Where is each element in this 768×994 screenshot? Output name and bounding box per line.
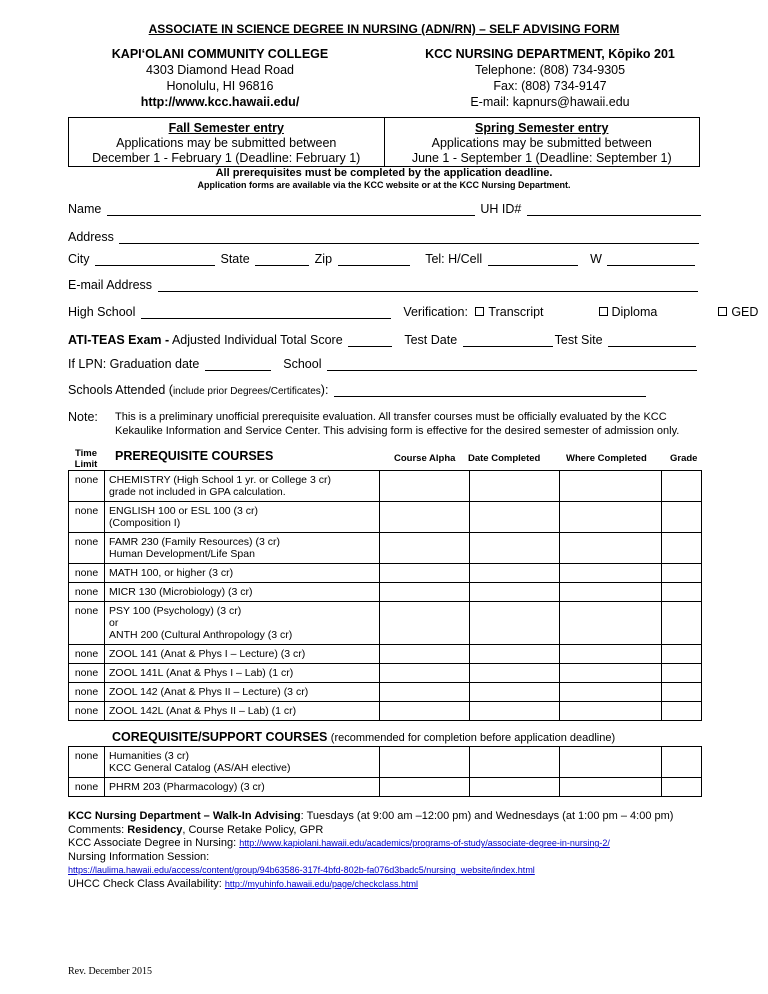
ati-line — [68, 333, 698, 347]
session-link-line — [68, 864, 758, 878]
diploma-checkbox[interactable] — [599, 307, 608, 316]
course-line: PHRM 203 (Pharmacology) (3 cr) — [109, 781, 265, 793]
course-line: or — [109, 617, 119, 629]
course-name-cell — [105, 683, 380, 702]
walkin-hours: : Tuesdays (at 9:00 am –12:00 pm) and Wednesdays (at 1:00 pm – 4:00 pm) — [300, 810, 674, 822]
course-name-cell — [105, 471, 380, 502]
fall-line1: Applications may be submitted between — [116, 136, 337, 150]
time-limit-cell: none — [69, 683, 105, 702]
city-label: City — [68, 252, 90, 266]
forms-notice: Application forms are available via the KCC website or at the KCC Nursing Department. — [197, 180, 571, 190]
name-line — [68, 202, 703, 216]
comments-residency: Residency — [127, 823, 183, 836]
test-date-field[interactable] — [463, 334, 553, 347]
zip-label: Zip — [314, 252, 333, 266]
ati-label-bold: ATI-TEAS Exam - — [68, 333, 170, 347]
college-city: Honolulu, HI 96816 — [166, 79, 274, 93]
high-school-label: High School — [68, 305, 136, 319]
name-field[interactable] — [107, 203, 475, 216]
course-alpha-cell[interactable] — [380, 664, 470, 683]
uhcc-label: UHCC Check Class Availability: — [68, 877, 225, 890]
prereq-header: PREREQUISITE COURSES — [115, 449, 274, 463]
spring-line1: Applications may be submitted between — [431, 136, 652, 150]
grade-cell[interactable] — [662, 602, 702, 645]
email-label: E-mail Address — [68, 278, 153, 292]
course-alpha-cell[interactable] — [380, 645, 470, 664]
course-line: ZOOL 142 (Anat & Phys II – Lecture) (3 cr) — [109, 686, 309, 698]
email-field[interactable] — [158, 279, 698, 292]
grade-cell[interactable] — [662, 778, 702, 797]
course-name-cell — [105, 583, 380, 602]
ged-checkbox[interactable] — [718, 307, 727, 316]
college-name: KAPI‘OLANI COMMUNITY COLLEGE — [111, 47, 329, 61]
address-label: Address — [68, 230, 114, 244]
course-alpha-cell[interactable] — [380, 564, 470, 583]
lpn-line — [68, 357, 699, 371]
w-label: W — [590, 252, 602, 266]
course-row — [69, 683, 702, 702]
grade-cell[interactable] — [662, 645, 702, 664]
course-line: grade not included in GPA calculation. — [109, 486, 286, 498]
name-label: Name — [68, 202, 102, 216]
test-date-label: Test Date — [404, 333, 458, 347]
course-line: ENGLISH 100 or ESL 100 (3 cr) — [109, 505, 259, 517]
course-line: Human Development/Life Span — [109, 548, 255, 560]
date-completed-cell[interactable] — [470, 564, 560, 583]
date-completed-cell[interactable] — [470, 683, 560, 702]
transcript-checkbox[interactable] — [475, 307, 484, 316]
time-limit-cell: none — [69, 702, 105, 721]
course-alpha-cell[interactable] — [380, 533, 470, 564]
course-name-cell — [105, 533, 380, 564]
where-completed-cell[interactable] — [560, 471, 662, 502]
time-limit-cell: none — [69, 533, 105, 564]
schools-attended-end: ): — [320, 383, 329, 397]
verification-label: Verification: — [403, 305, 468, 319]
coreq-header — [112, 730, 615, 744]
grade-cell[interactable] — [662, 471, 702, 502]
department-email: E-mail: kapnurs@hawaii.edu — [470, 95, 630, 109]
course-row — [69, 747, 702, 778]
time-limit-cell: none — [69, 747, 105, 778]
date-completed-cell[interactable] — [470, 471, 560, 502]
course-name-cell — [105, 778, 380, 797]
email-line — [68, 278, 700, 292]
test-site-label: Test Site — [554, 333, 603, 347]
fall-line2: December 1 - February 1 (Deadline: February 1) — [92, 151, 361, 165]
city-line — [68, 252, 697, 266]
grade-cell[interactable] — [662, 583, 702, 602]
college-url[interactable]: http://www.kcc.hawaii.edu/ — [140, 95, 300, 109]
walkin-label: KCC Nursing Department – Walk-In Advising — [68, 810, 301, 822]
department-telephone: Telephone: (808) 734-9305 — [474, 63, 626, 77]
high-school-line — [68, 305, 759, 319]
course-name-cell — [105, 645, 380, 664]
address-field[interactable] — [119, 231, 699, 244]
session-label: Nursing Information Session: — [68, 850, 210, 863]
where-completed-cell[interactable] — [560, 683, 662, 702]
course-alpha-cell[interactable] — [380, 471, 470, 502]
course-line: ZOOL 141L (Anat & Phys I – Lab) (1 cr) — [109, 667, 294, 679]
grade-cell[interactable] — [662, 502, 702, 533]
time-limit-header — [68, 448, 104, 470]
address-line — [68, 230, 701, 244]
degree-link[interactable]: http://www.kapiolani.hawaii.edu/academics/programs-of-study/associate-degree-in-nursing-2/ — [239, 838, 610, 848]
schools-attended-field[interactable] — [334, 384, 646, 397]
zip-field[interactable] — [338, 253, 410, 266]
course-row — [69, 471, 702, 502]
where-completed-cell[interactable] — [560, 602, 662, 645]
note-text: This is a preliminary unofficial prerequisite evaluation. All transfer courses must be officially evaluated by the KCC Kekaulike Information and Service Center. This advising form is effective for the desired semester of admission only. — [115, 411, 680, 437]
date-completed-cell[interactable] — [470, 702, 560, 721]
course-row — [69, 502, 702, 533]
where-completed-cell[interactable] — [560, 702, 662, 721]
course-name-cell — [105, 664, 380, 683]
date-completed-cell[interactable] — [470, 778, 560, 797]
time-limit-header-2: Limit — [74, 459, 98, 470]
department-contact-block — [400, 46, 700, 110]
course-name-cell — [105, 602, 380, 645]
date-completed-cell[interactable] — [470, 602, 560, 645]
course-name-cell — [105, 564, 380, 583]
lpn-school-label: School — [283, 357, 322, 371]
city-field[interactable] — [95, 253, 215, 266]
grade-cell[interactable] — [662, 564, 702, 583]
time-limit-cell: none — [69, 602, 105, 645]
course-row — [69, 702, 702, 721]
ati-score-field[interactable] — [348, 334, 392, 347]
course-line: (Composition I) — [109, 517, 181, 529]
uhid-label: UH ID# — [480, 202, 522, 216]
revision-note: Rev. December 2015 — [68, 966, 153, 977]
course-name-cell — [105, 502, 380, 533]
course-alpha-cell[interactable] — [380, 583, 470, 602]
comments-line — [68, 824, 758, 838]
walkin-line — [68, 810, 758, 824]
w-field[interactable] — [607, 253, 695, 266]
time-limit-cell: none — [69, 645, 105, 664]
course-line: ANTH 200 (Cultural Anthropology (3 cr) — [109, 629, 293, 641]
course-row — [69, 645, 702, 664]
course-name-cell — [105, 702, 380, 721]
coreq-subtitle: (recommended for completion before application deadline) — [330, 732, 616, 744]
course-row — [69, 664, 702, 683]
time-limit-cell: none — [69, 583, 105, 602]
time-limit-cell: none — [69, 502, 105, 533]
course-row — [69, 602, 702, 645]
date-completed-cell[interactable] — [470, 502, 560, 533]
footer — [68, 810, 758, 891]
course-row — [69, 533, 702, 564]
where-completed-cell[interactable] — [560, 747, 662, 778]
college-street: 4303 Diamond Head Road — [145, 63, 295, 77]
college-address-block — [100, 46, 340, 110]
coreq-title: COREQUISITE/SUPPORT COURSES — [112, 730, 328, 744]
tel-field[interactable] — [488, 253, 578, 266]
comments-rest: , Course Retake Policy, GPR — [182, 823, 324, 836]
prereq-table — [68, 470, 702, 721]
schools-attended-label: Schools Attended ( — [68, 383, 173, 397]
course-name-cell — [105, 747, 380, 778]
time-limit-cell: none — [69, 471, 105, 502]
state-label: State — [220, 252, 250, 266]
lpn-label: If LPN: Graduation date — [68, 357, 200, 371]
uhid-field[interactable] — [527, 203, 701, 216]
course-line: KCC General Catalog (AS/AH elective) — [109, 762, 291, 774]
department-fax: Fax: (808) 734-9147 — [493, 79, 607, 93]
course-alpha-cell[interactable] — [380, 502, 470, 533]
transcript-label: Transcript — [488, 305, 544, 319]
course-line: ZOOL 141 (Anat & Phys I – Lecture) (3 cr) — [109, 648, 306, 660]
course-line: MATH 100, or higher (3 cr) — [109, 567, 234, 579]
high-school-field[interactable] — [141, 306, 391, 319]
course-line: MICR 130 (Microbiology) (3 cr) — [109, 586, 253, 598]
course-row — [69, 583, 702, 602]
time-limit-cell: none — [69, 564, 105, 583]
course-alpha-cell[interactable] — [380, 683, 470, 702]
grade-cell[interactable] — [662, 683, 702, 702]
spring-heading: Spring Semester entry — [475, 121, 609, 135]
where-completed-cell[interactable] — [560, 502, 662, 533]
lpn-school-field[interactable] — [327, 358, 697, 371]
coreq-table — [68, 746, 702, 797]
prereq-notice: All prerequisites must be completed by the application deadline. — [215, 167, 553, 179]
date-completed-cell[interactable] — [470, 664, 560, 683]
degree-line — [68, 837, 758, 851]
degree-label: KCC Associate Degree in Nursing: — [68, 837, 240, 849]
where-completed-cell[interactable] — [560, 533, 662, 564]
semester-entry-box — [68, 117, 700, 167]
course-line: ZOOL 142L (Anat & Phys II – Lab) (1 cr) — [109, 705, 297, 717]
course-alpha-header: Course Alpha — [394, 453, 456, 464]
grade-cell[interactable] — [662, 533, 702, 564]
course-row — [69, 564, 702, 583]
where-completed-cell[interactable] — [560, 778, 662, 797]
where-completed-header: Where Completed — [566, 453, 647, 464]
schools-attended-line — [68, 383, 648, 397]
where-completed-cell[interactable] — [560, 583, 662, 602]
comments-label: Comments: — [68, 823, 128, 836]
where-completed-cell[interactable] — [560, 564, 662, 583]
grade-cell[interactable] — [662, 664, 702, 683]
lpn-date-field[interactable] — [205, 358, 271, 371]
course-line: Humanities (3 cr) — [109, 750, 189, 762]
date-completed-cell[interactable] — [470, 747, 560, 778]
session-link[interactable]: https://laulima.hawaii.edu/access/content/group/94b63586-317f-4bfd-802b-fa076d3badc5/nursing_website/index.html — [68, 865, 535, 875]
time-limit-cell: none — [69, 778, 105, 797]
where-completed-cell[interactable] — [560, 645, 662, 664]
time-limit-header-1: Time — [74, 448, 97, 459]
diploma-label: Diploma — [611, 305, 658, 319]
date-completed-header: Date Completed — [468, 453, 541, 464]
course-alpha-cell[interactable] — [380, 747, 470, 778]
course-alpha-cell[interactable] — [380, 778, 470, 797]
tel-label: Tel: H/Cell — [425, 252, 483, 266]
uhcc-link[interactable]: http://myuhinfo.hawaii.edu/page/checkclass.html — [224, 878, 419, 889]
date-completed-cell[interactable] — [470, 645, 560, 664]
note-label: Note: — [68, 410, 98, 424]
date-completed-cell[interactable] — [470, 583, 560, 602]
ged-label: GED — [731, 305, 759, 319]
spring-line2: June 1 - September 1 (Deadline: September 1) — [411, 151, 672, 165]
uhcc-line — [68, 878, 758, 892]
time-limit-cell: none — [69, 664, 105, 683]
ati-label: Adjusted Individual Total Score — [169, 333, 343, 347]
course-alpha-cell[interactable] — [380, 702, 470, 721]
state-field[interactable] — [255, 253, 309, 266]
grade-cell[interactable] — [662, 702, 702, 721]
schools-attended-small: include prior Degrees/Certificates — [172, 386, 321, 397]
course-line: PSY 100 (Psychology) (3 cr) — [109, 605, 242, 617]
course-alpha-cell[interactable] — [380, 602, 470, 645]
course-line: FAMR 230 (Family Resources) (3 cr) — [109, 536, 280, 548]
form-title: ASSOCIATE IN SCIENCE DEGREE IN NURSING (ADN/RN) – SELF ADVISING FORM — [148, 22, 620, 36]
date-completed-cell[interactable] — [470, 533, 560, 564]
where-completed-cell[interactable] — [560, 664, 662, 683]
course-row — [69, 778, 702, 797]
grade-cell[interactable] — [662, 747, 702, 778]
test-site-field[interactable] — [608, 334, 696, 347]
grade-header: Grade — [670, 453, 698, 464]
department-name: KCC NURSING DEPARTMENT, Kōpiko 201 — [425, 47, 675, 61]
fall-entry — [69, 118, 384, 166]
course-line: CHEMISTRY (High School 1 yr. or College 3 cr) — [109, 474, 331, 486]
spring-entry — [384, 118, 700, 166]
fall-heading: Fall Semester entry — [168, 121, 284, 135]
